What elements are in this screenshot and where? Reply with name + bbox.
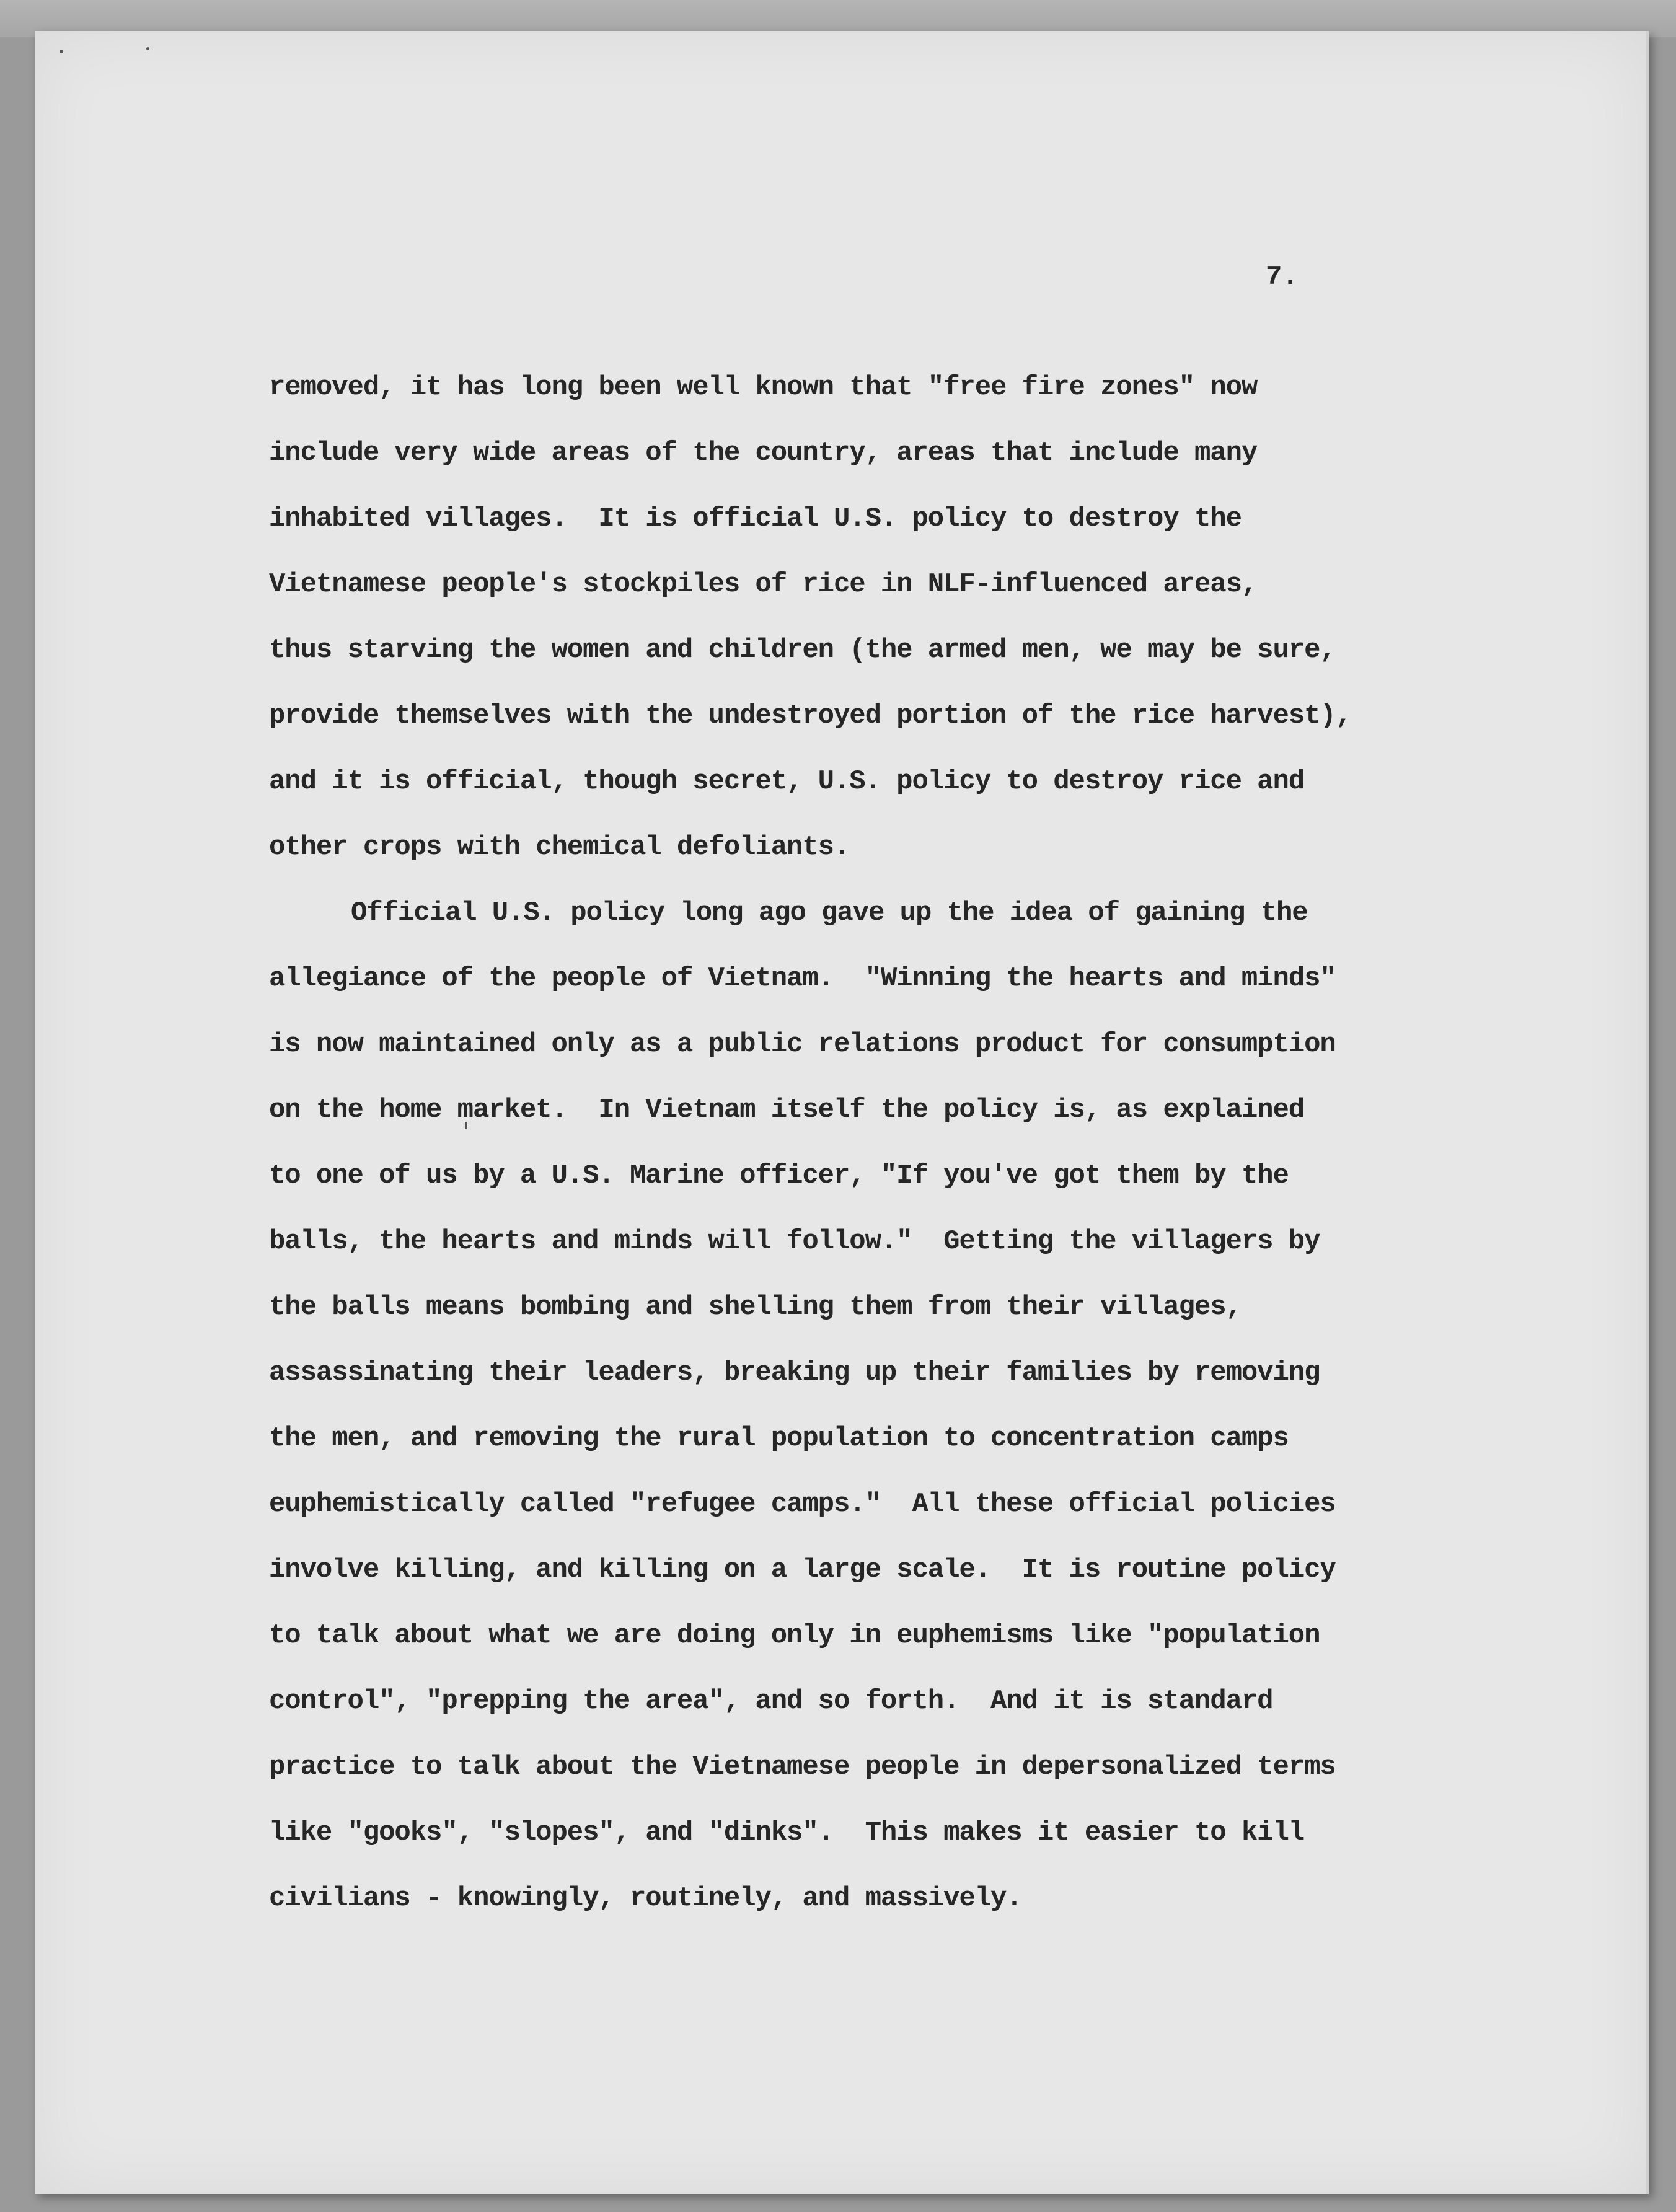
text-line: involve killing, and killing on a large scale. It is routine policy [269,1554,1336,1585]
paragraph-first-line: Official U.S. policy long ago gave up the idea of gaining the [351,897,1308,928]
text-line: and it is official, though secret, U.S. policy to destroy rice and [269,766,1305,797]
scan-speck [60,50,63,53]
text-line: allegiance of the people of Vietnam. "Winning the hearts and minds" [269,963,1336,994]
text-line: thus starving the women and children (the armed men, we may be sure, [269,635,1336,666]
page-number: 7. [1266,262,1299,293]
text-line: provide themselves with the undestroyed portion of the rice harvest), [269,700,1351,731]
text-line: civilians - knowingly, routinely, and massively. [269,1883,1022,1914]
text-line: the men, and removing the rural population to concentration camps [269,1423,1289,1454]
text-line: to talk about what we are doing only in euphemisms like "population [269,1620,1320,1651]
text-line: on the home market. In Vietnam itself the policy is, as explained [269,1095,1305,1126]
text-line: practice to talk about the Vietnamese people in depersonalized terms [269,1752,1336,1782]
text-line: is now maintained only as a public relations product for consumption [269,1029,1336,1060]
text-line: include very wide areas of the country, areas that include many [269,438,1258,469]
text-line: inhabited villages. It is official U.S. policy to destroy the [269,503,1242,534]
text-line: to one of us by a U.S. Marine officer, "If you've got them by the [269,1160,1289,1191]
text-line: assassinating their leaders, breaking up their families by removing [269,1357,1320,1388]
text-line: removed, it has long been well known that "free fire zones" now [269,372,1258,403]
scan-speck [146,47,149,50]
text-line: control", "prepping the area", and so forth. And it is standard [269,1686,1273,1717]
text-line: balls, the hearts and minds will follow." Getting the villagers by [269,1226,1320,1257]
text-line: other crops with chemical defoliants. [269,832,850,863]
text-line: the balls means bombing and shelling them from their villages, [269,1292,1242,1323]
body-text [269,355,1351,1931]
text-line: euphemistically called "refugee camps." All these official policies [269,1489,1336,1520]
text-line: like "gooks", "slopes", and "dinks". This makes it easier to kill [269,1817,1305,1848]
text-line: Vietnamese people's stockpiles of rice in NLF-influenced areas, [269,569,1258,600]
